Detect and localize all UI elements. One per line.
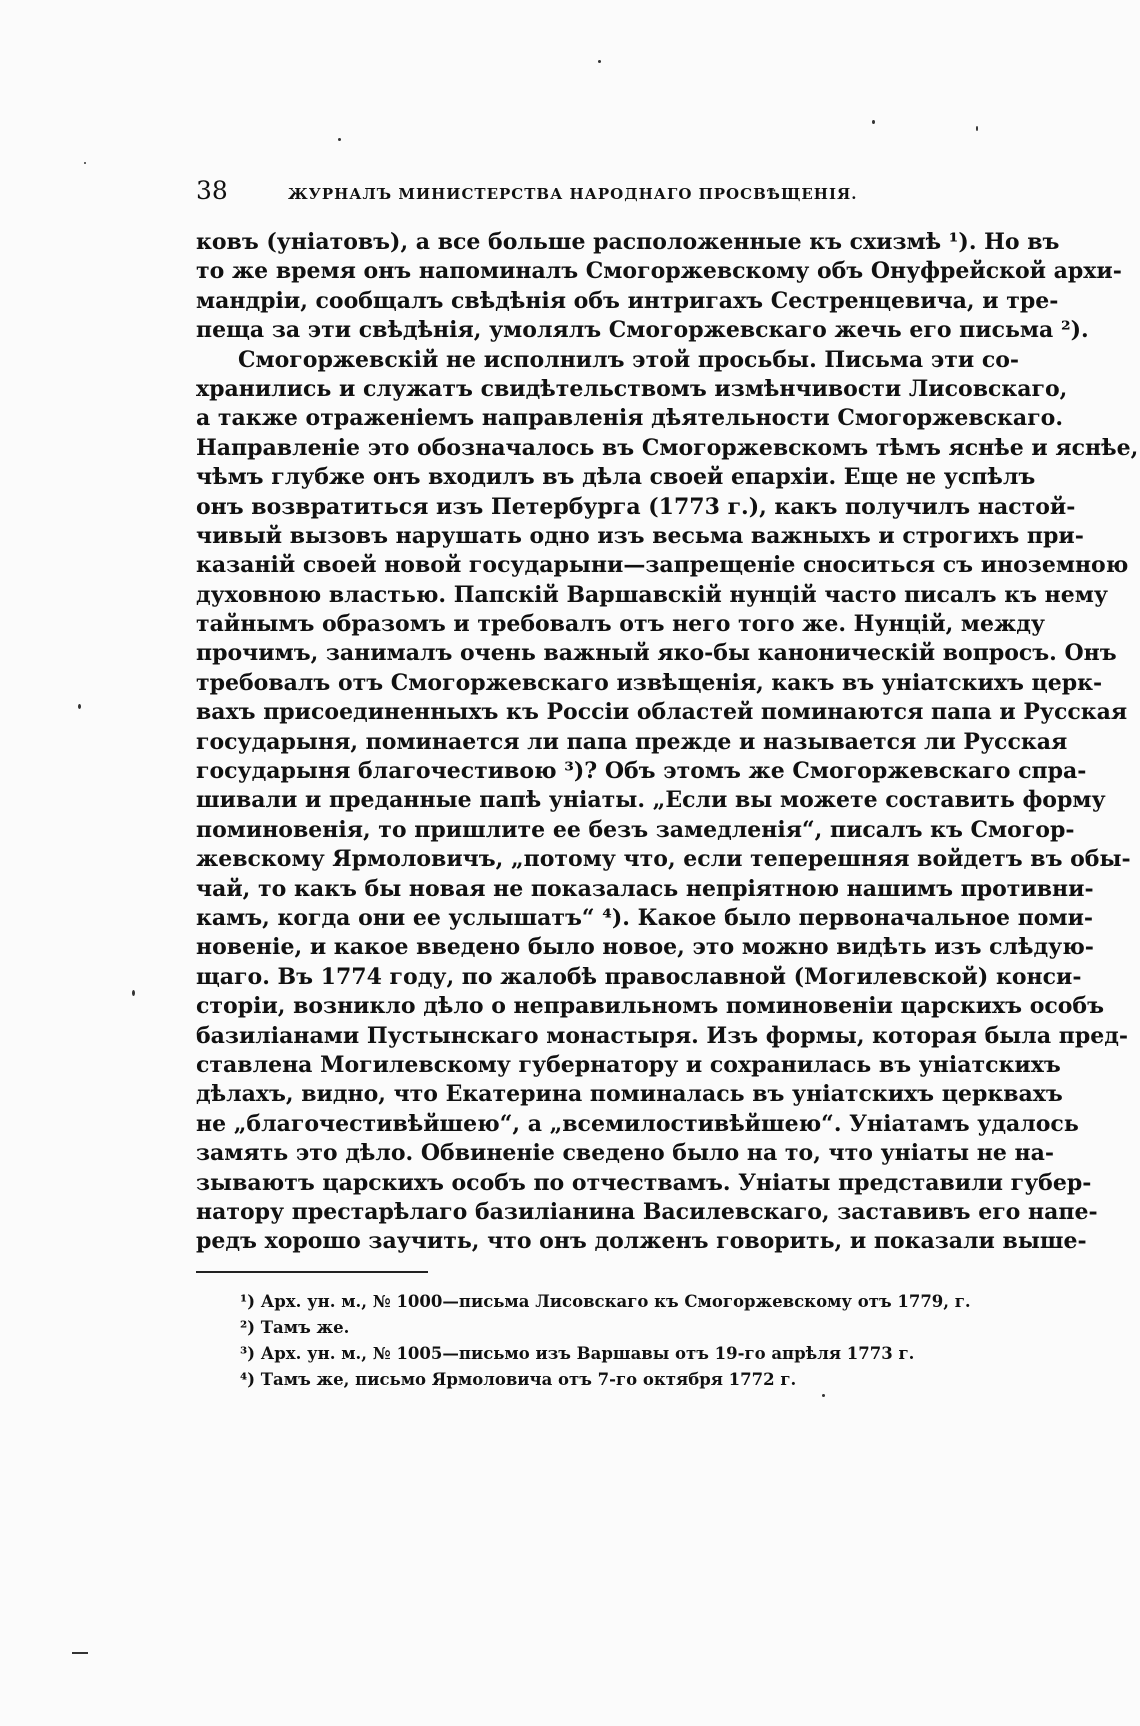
text-line: зываютъ царскихъ особъ по отчествамъ. Уніаты представили губер- (196, 1169, 1092, 1196)
text-line: сторіи, возникло дѣло о неправильномъ поминовеніи царскихъ особъ (196, 993, 1104, 1020)
text-line: то же время онъ напоминалъ Смогоржевскому объ Онуфрейской архи- (196, 258, 1122, 285)
text-line: не „благочестивѣйшею“, а „всемилостивѣйшею“. Уніатамъ удалось (196, 1110, 1079, 1137)
scan-speck (132, 990, 135, 996)
text-line: духовною властью. Папскій Варшавскій нунцій часто писалъ къ нему (196, 581, 1108, 608)
scan-speck (598, 60, 601, 63)
text-line: чай, то какъ бы новая не показалась непріятною нашимъ противни- (196, 875, 1094, 902)
scan-speck (872, 120, 875, 124)
text-line: поминовенія, то пришлите ее безъ замедленія“, писалъ къ Смогор- (196, 816, 1075, 843)
text-line: шивали и преданные папѣ уніаты. „Если вы можете составить форму (196, 787, 1106, 814)
text-line: чивый вызовъ нарушать одно изъ весьма важныхъ и строгихъ при- (196, 522, 1084, 549)
text-line: новеніе, и какое введено было новое, это можно видѣть изъ слѣдую- (196, 934, 1094, 961)
text-line: пеща за эти свѣдѣнія, умолялъ Смогоржевскаго жечь его письма ²). (196, 317, 1089, 344)
text-line: жевскому Ярмоловичъ, „потому что, если теперешняя войдетъ въ обы- (196, 846, 1131, 873)
running-head: ЖУРНАЛЪ МИНИСТЕРСТВА НАРОДНАГО ПРОСВѢЩЕНІЯ. (288, 185, 858, 203)
text-line: замять это дѣло. Обвиненіе сведено было на то, что уніаты не на- (196, 1140, 1054, 1167)
text-line: казаній своей новой государыни—запрещеніе сноситься съ иноземною (196, 552, 1129, 579)
scan-speck (72, 1652, 88, 1654)
text-line: вахъ присоединенныхъ къ Россіи областей поминаются папа и Русская (196, 699, 1128, 726)
scan-speck (976, 126, 978, 131)
text-line: дѣлахъ, видно, что Екатерина поминалась въ уніатскихъ церквахъ (196, 1081, 1063, 1108)
text-line: государыня, поминается ли папа прежде и называется ли Русская (196, 728, 1068, 755)
text-line: натору престарѣлаго базиліанина Василевскаго, заставивъ его напе- (196, 1198, 1098, 1225)
text-line: государыня благочестивою ³)? Объ этомъ же Смогоржевскаго спра- (196, 758, 1087, 785)
body-text (196, 228, 1139, 1257)
text-line: редъ хорошо заучить, что онъ долженъ говорить, и показали выше- (196, 1228, 1087, 1255)
text-line: тайнымъ образомъ и требовалъ отъ него того же. Нунцій, между (196, 611, 1045, 638)
text-line: базиліанами Пустынскаго монастыря. Изъ формы, которая была пред- (196, 1022, 1129, 1049)
text-line: Направленіе это обозначалось въ Смогоржевскомъ тѣмъ яснѣе и яснѣе, (196, 434, 1139, 461)
text-line: щаго. Въ 1774 году, по жалобѣ православной (Могилевской) конси- (196, 963, 1082, 990)
page-number: 38 (196, 176, 228, 205)
footnote: ¹) Арх. ун. м., № 1000—письма Лисовскаго къ Смогоржевскому отъ 1779, г. (240, 1291, 971, 1311)
text-line: чѣмъ глубже онъ входилъ въ дѣла своей епархіи. Еще не успѣлъ (196, 464, 1036, 491)
text-line: онъ возвратиться изъ Петербурга (1773 г.), какъ получилъ настой- (196, 493, 1076, 520)
text-line: Смогоржевскій не исполнилъ этой просьбы. Письма эти со- (238, 346, 1020, 373)
text-line: хранились и служатъ свидѣтельствомъ измѣнчивости Лисовскаго, (196, 375, 1068, 402)
scan-speck (338, 138, 341, 141)
footnotes (196, 1289, 1008, 1393)
scan-speck (822, 1394, 825, 1397)
text-line: ставлена Могилевскому губернатору и сохранилась въ уніатскихъ (196, 1051, 1061, 1078)
scan-speck (84, 162, 86, 164)
text-line: требовалъ отъ Смогоржевскаго извѣщенія, какъ въ уніатскихъ церк- (196, 669, 1103, 696)
page-header (196, 176, 1008, 216)
text-line: а также отраженіемъ направленія дѣятельности Смогоржевскаго. (196, 405, 1064, 432)
text-line: мандріи, сообщалъ свѣдѣнія объ интригахъ Сестренцевича, и тре- (196, 287, 1059, 314)
text-line: камъ, когда они ее услышатъ“ ⁴). Какое было первоначальное поми- (196, 904, 1094, 931)
text-line: прочимъ, занималъ очень важный яко-бы каноническій вопросъ. Онъ (196, 640, 1117, 667)
footnote: ⁴) Тамъ же, письмо Ярмоловича отъ 7-го октября 1772 г. (240, 1369, 797, 1389)
footnote: ³) Арх. ун. м., № 1005—письмо изъ Варшавы отъ 19-го апрѣля 1773 г. (240, 1343, 915, 1363)
text-line: ковъ (уніатовъ), а все больше расположенные къ схизмѣ ¹). Но въ (196, 229, 1060, 255)
text-column (196, 176, 1139, 1393)
footnote: ²) Тамъ же. (240, 1317, 350, 1337)
scan-speck (78, 704, 81, 709)
footnote-divider (196, 1271, 428, 1273)
